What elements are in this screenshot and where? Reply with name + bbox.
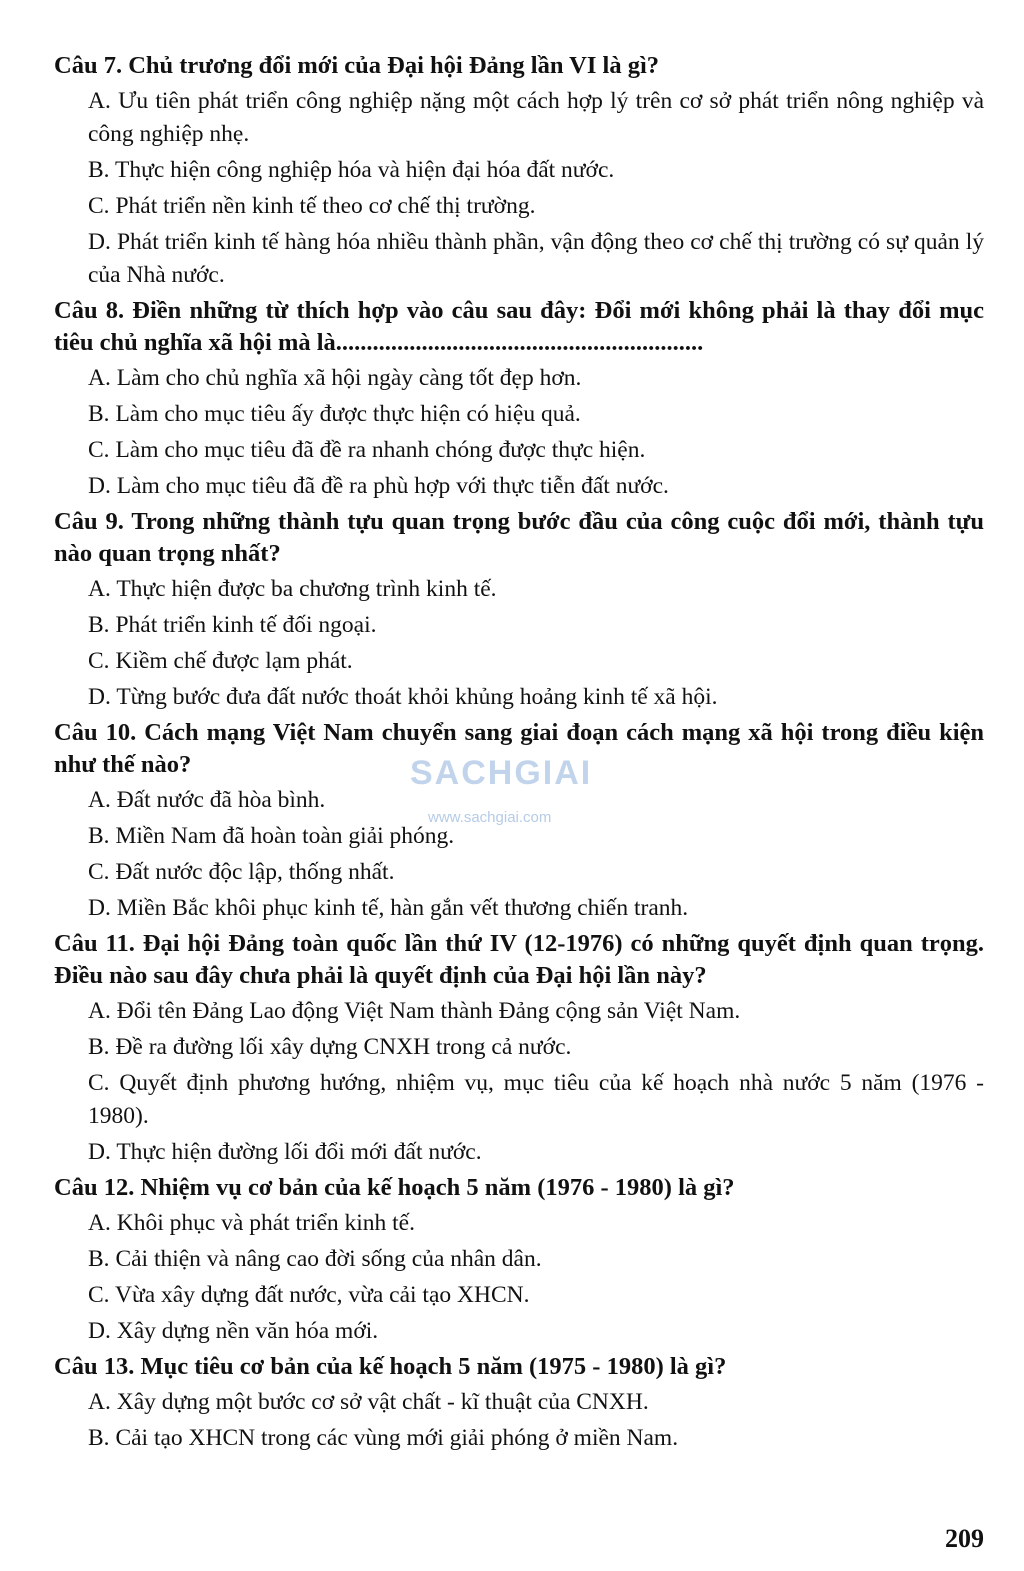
answer-option xyxy=(54,190,984,223)
option-text: Miền Nam đã hoàn toàn giải phóng. xyxy=(115,823,455,849)
option-list xyxy=(54,1207,984,1348)
option-list xyxy=(54,85,984,292)
option-letter: B. xyxy=(88,1034,110,1060)
option-list xyxy=(54,362,984,503)
option-text: Làm cho mục tiêu đã đề ra phù hợp với thực tiễn đất nước. xyxy=(116,473,669,499)
option-text: Kiềm chế được lạm phát. xyxy=(115,648,353,674)
option-letter: B. xyxy=(88,823,110,849)
answer-option xyxy=(54,226,984,292)
answer-option xyxy=(54,681,984,714)
option-letter: B. xyxy=(88,401,110,427)
question-text xyxy=(54,50,984,82)
option-text: Phát triển kinh tế hàng hóa nhiều thành phần, vận động theo cơ chế thị trường có sự quản lý của Nhà nước. xyxy=(88,229,985,288)
option-letter: A. xyxy=(88,787,111,813)
question-text xyxy=(54,928,984,992)
question-label: Câu 8. xyxy=(54,297,125,324)
question-block xyxy=(54,717,984,925)
answer-option xyxy=(54,154,984,187)
option-letter: C. xyxy=(88,437,110,463)
answer-option xyxy=(54,434,984,467)
question-block xyxy=(54,295,984,503)
option-letter: C. xyxy=(88,1282,110,1308)
question-prompt: Cách mạng Việt Nam chuyển sang giai đoạn cách mạng xã hội trong điều kiện như thế nào? xyxy=(54,719,984,778)
option-text: Thực hiện được ba chương trình kinh tế. xyxy=(116,576,497,602)
question-prompt: Điền những từ thích hợp vào câu sau đây: Đổi mới không phải là thay đổi mục tiêu chủ nghĩa xã hội mà là............................................................ xyxy=(54,297,984,356)
option-list xyxy=(54,573,984,714)
question-label: Câu 13. xyxy=(54,1353,135,1380)
option-letter: B. xyxy=(88,1425,110,1451)
option-letter: A. xyxy=(88,365,111,391)
option-text: Vừa xây dựng đất nước, vừa cải tạo XHCN. xyxy=(115,1282,530,1308)
option-letter: C. xyxy=(88,1070,110,1096)
option-text: Cải tạo XHCN trong các vùng mới giải phóng ở miền Nam. xyxy=(115,1425,679,1451)
question-label: Câu 11. xyxy=(54,930,135,957)
answer-option xyxy=(54,995,984,1028)
question-label: Câu 10. xyxy=(54,719,137,746)
option-letter: A. xyxy=(88,998,111,1024)
answer-option xyxy=(54,1136,984,1169)
answer-option xyxy=(54,1422,984,1455)
option-letter: D. xyxy=(88,1318,111,1344)
answer-option xyxy=(54,1067,984,1133)
answer-option xyxy=(54,1243,984,1276)
option-text: Thực hiện đường lối đổi mới đất nước. xyxy=(116,1139,482,1165)
option-letter: B. xyxy=(88,1246,110,1272)
answer-option xyxy=(54,1386,984,1419)
option-text: Phát triển kinh tế đối ngoại. xyxy=(115,612,377,638)
option-letter: D. xyxy=(88,684,111,710)
option-letter: D. xyxy=(88,1139,111,1165)
option-text: Khôi phục và phát triển kinh tế. xyxy=(116,1210,415,1236)
option-letter: C. xyxy=(88,648,110,674)
question-prompt: Trong những thành tựu quan trọng bước đầu của công cuộc đổi mới, thành tựu nào quan trọng nhất? xyxy=(54,508,984,567)
answer-option xyxy=(54,784,984,817)
answer-option xyxy=(54,1207,984,1240)
question-text xyxy=(54,1351,984,1383)
answer-option xyxy=(54,820,984,853)
option-letter: D. xyxy=(88,895,111,921)
question-text xyxy=(54,717,984,781)
answer-option xyxy=(54,856,984,889)
option-text: Làm cho chủ nghĩa xã hội ngày càng tốt đẹp hơn. xyxy=(116,365,582,391)
option-text: Đề ra đường lối xây dựng CNXH trong cả nước. xyxy=(115,1034,572,1060)
option-text: Làm cho mục tiêu ấy được thực hiện có hiệu quả. xyxy=(115,401,581,427)
option-list xyxy=(54,995,984,1169)
answer-option xyxy=(54,1031,984,1064)
question-label: Câu 7. xyxy=(54,52,123,79)
option-text: Thực hiện công nghiệp hóa và hiện đại hóa đất nước. xyxy=(115,157,615,183)
answer-option xyxy=(54,398,984,431)
question-text xyxy=(54,1172,984,1204)
page-number: 209 xyxy=(945,1524,984,1553)
option-text: Từng bước đưa đất nước thoát khỏi khủng hoảng kinh tế xã hội. xyxy=(116,684,718,710)
answer-option xyxy=(54,1315,984,1348)
option-letter: D. xyxy=(88,229,111,255)
question-block xyxy=(54,506,984,714)
question-list xyxy=(54,50,984,1458)
option-text: Ưu tiên phát triển công nghiệp nặng một cách hợp lý trên cơ sở phát triển nông nghiệp và công nghiệp nhẹ. xyxy=(88,88,985,147)
question-label: Câu 9. xyxy=(54,508,124,535)
option-letter: C. xyxy=(88,193,110,219)
option-text: Cải thiện và nâng cao đời sống của nhân dân. xyxy=(115,1246,542,1272)
answer-option xyxy=(54,470,984,503)
question-block xyxy=(54,50,984,292)
option-letter: A. xyxy=(88,88,111,114)
question-text xyxy=(54,295,984,359)
option-text: Đổi tên Đảng Lao động Việt Nam thành Đảng cộng sản Việt Nam. xyxy=(116,998,741,1024)
option-list xyxy=(54,1386,984,1455)
answer-option xyxy=(54,609,984,642)
answer-option xyxy=(54,892,984,925)
question-label: Câu 12. xyxy=(54,1174,135,1201)
option-letter: B. xyxy=(88,157,110,183)
option-text: Xây dựng một bước cơ sở vật chất - kĩ thuật của CNXH. xyxy=(116,1389,649,1415)
question-text xyxy=(54,506,984,570)
option-letter: D. xyxy=(88,473,111,499)
option-text: Xây dựng nền văn hóa mới. xyxy=(116,1318,379,1344)
option-text: Đất nước đã hòa bình. xyxy=(116,787,326,813)
watermark-url: www.sachgiai.com xyxy=(428,809,552,826)
question-prompt: Mục tiêu cơ bản của kế hoạch 5 năm (1975 - 1980) là gì? xyxy=(140,1353,727,1380)
answer-option xyxy=(54,645,984,678)
question-prompt: Đại hội Đảng toàn quốc lần thứ IV (12-1976) có những quyết định quan trọng. Điều nào sau đây chưa phải là quyết định của Đại hội lần này? xyxy=(54,930,984,989)
option-text: Miền Bắc khôi phục kinh tế, hàn gắn vết thương chiến tranh. xyxy=(116,895,689,921)
option-letter: A. xyxy=(88,1389,111,1415)
question-prompt: Nhiệm vụ cơ bản của kế hoạch 5 năm (1976 - 1980) là gì? xyxy=(140,1174,735,1201)
option-letter: C. xyxy=(88,859,110,885)
option-text: Phát triển nền kinh tế theo cơ chế thị trường. xyxy=(115,193,536,219)
option-letter: A. xyxy=(88,576,111,602)
answer-option xyxy=(54,573,984,606)
question-prompt: Chủ trương đổi mới của Đại hội Đảng lần VI là gì? xyxy=(128,52,659,79)
option-text: Quyết định phương hướng, nhiệm vụ, mục tiêu của kế hoạch nhà nước 5 năm (1976 - 1980). xyxy=(88,1070,985,1129)
option-list xyxy=(54,784,984,925)
question-block xyxy=(54,1172,984,1348)
watermark-logo: SACHGIAI xyxy=(410,754,593,792)
option-letter: B. xyxy=(88,612,110,638)
answer-option xyxy=(54,362,984,395)
option-text: Đất nước độc lập, thống nhất. xyxy=(115,859,395,885)
question-block xyxy=(54,928,984,1169)
option-text: Làm cho mục tiêu đã đề ra nhanh chóng được thực hiện. xyxy=(115,437,646,463)
question-block xyxy=(54,1351,984,1455)
answer-option xyxy=(54,85,984,151)
answer-option xyxy=(54,1279,984,1312)
option-letter: A. xyxy=(88,1210,111,1236)
